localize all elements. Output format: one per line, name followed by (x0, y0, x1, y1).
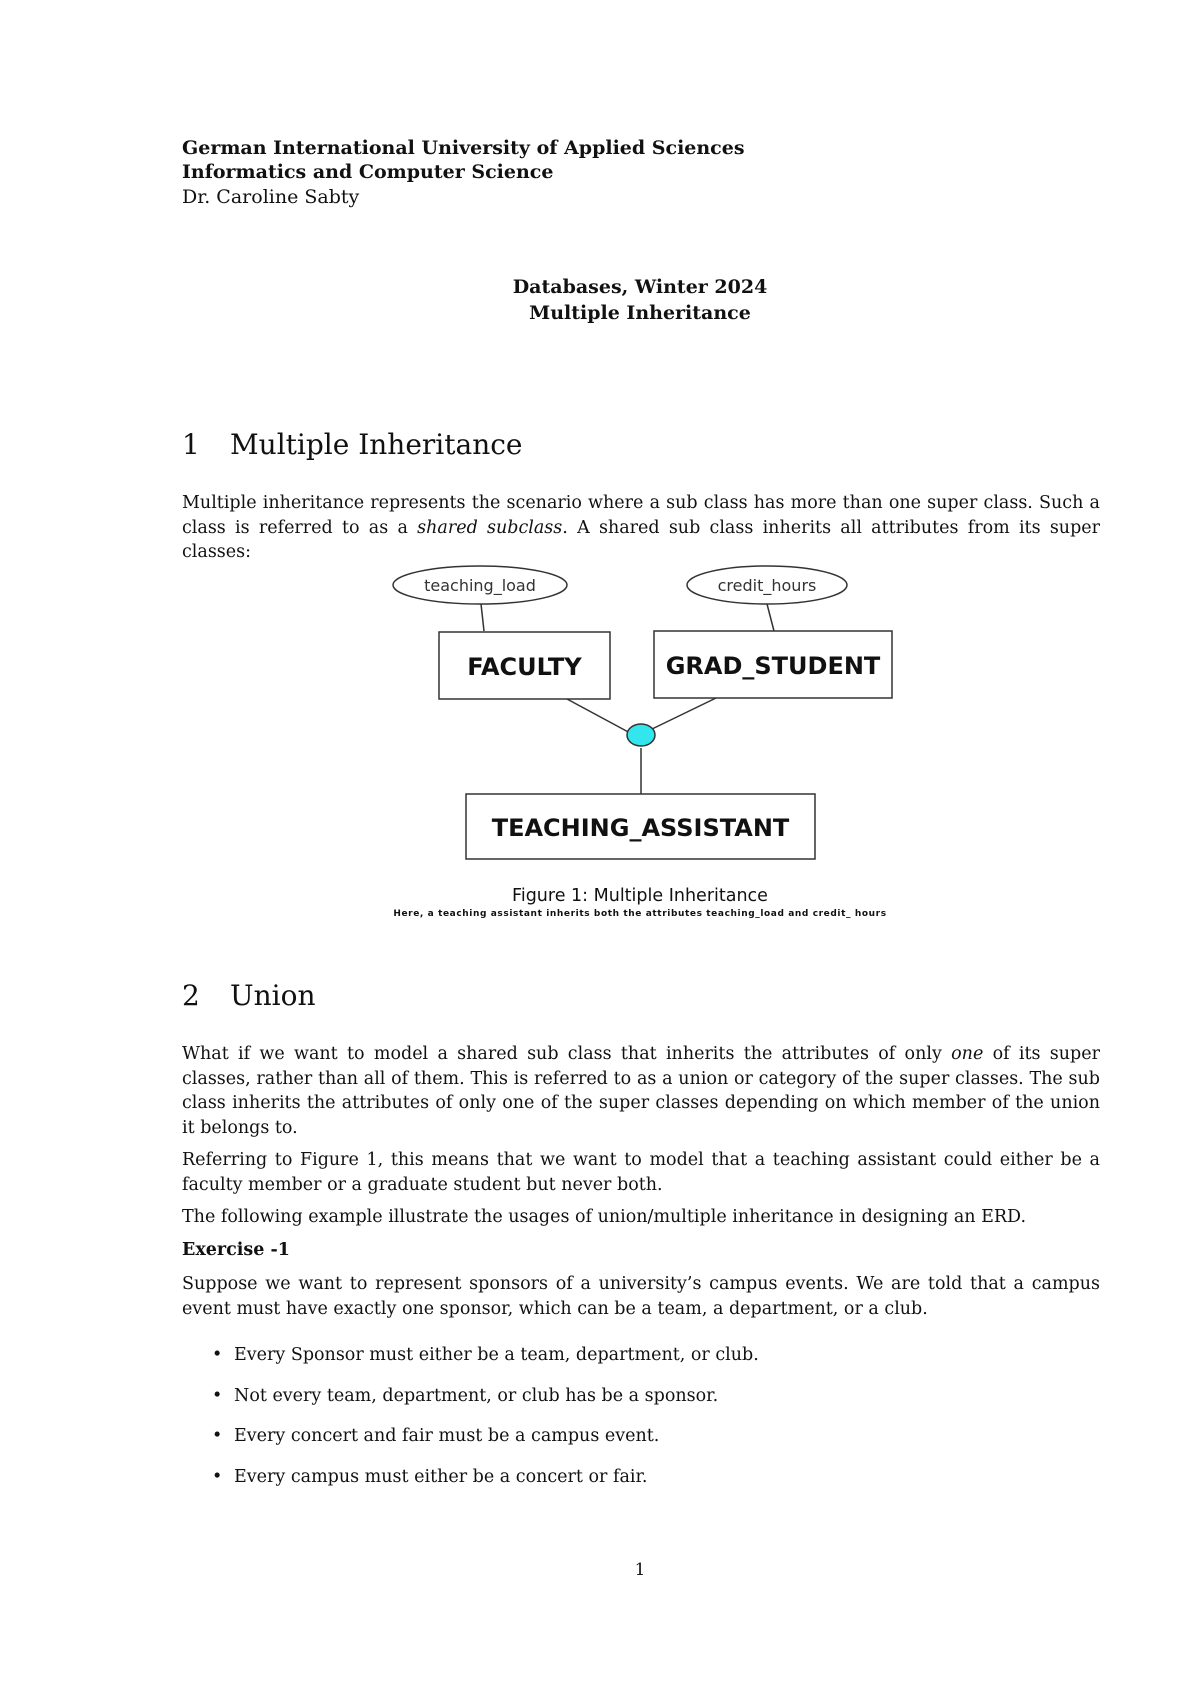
inheritance-circle (627, 724, 655, 746)
list-item: • Every concert and fair must be a campus event. (212, 1426, 660, 1446)
list-item-text: Every concert and fair must be a campus event. (234, 1426, 660, 1446)
section-1-text-a: Multiple inheritance represents the scenario where a sub class has more than one super class. Such a class is referred to as a (182, 493, 1100, 538)
list-item-text: Every campus must either be a concert or fair. (234, 1467, 648, 1487)
exercise-paragraph: Suppose we want to represent sponsors of a university’s campus events. We are told that a campus event must have exactly one sponsor, which can be a team, a department, or a club. (182, 1274, 1100, 1319)
section-2-text-a: What if we want to model a shared sub class that inherits the attributes of only (182, 1044, 952, 1064)
entity-grad-student-label: GRAD_STUDENT (665, 652, 881, 680)
section-2-heading (182, 979, 315, 1012)
list-item: • Not every team, department, or club has be a sponsor. (212, 1386, 719, 1406)
faculty-union-link (567, 699, 632, 734)
faculty-name: Informatics and Computer Science (182, 161, 554, 183)
topic-title: Multiple Inheritance (529, 302, 751, 324)
shared-subclass-term: shared subclass (417, 517, 563, 538)
section-2-paragraph-3: The following example illustrate the usages of union/multiple inheritance in designing an ERD. (182, 1207, 1027, 1227)
list-item-text: Every Sponsor must either be a team, department, or club. (234, 1345, 759, 1365)
section-2-paragraph-1 (182, 1042, 1100, 1140)
one-emphasis: one (951, 1044, 984, 1064)
section-1-text-b: . A shared sub class inherits all attributes from its super classes: (182, 517, 1101, 562)
grad-union-link (650, 698, 716, 730)
figure-subcaption: Here, a teaching assistant inherits both the attributes teaching_load and credit_ hours (393, 909, 887, 919)
list-item: • Every campus must either be a concert or fair. (212, 1467, 648, 1487)
attribute-teaching-load-label: teaching_load (424, 576, 536, 595)
list-item-text: Not every team, department, or club has be a sponsor. (234, 1386, 719, 1406)
instructor-name: Dr. Caroline Sabty (182, 186, 360, 208)
section-1-title: Multiple Inheritance (230, 428, 523, 461)
section-2-text-b: of its super classes, rather than all of them. This is referred to as a union or category of the super classes. The sub class inherits the attributes of only one of the super classes depending on which member of the union it belongs to. (182, 1044, 1100, 1138)
entity-faculty-label: FACULTY (467, 653, 582, 681)
attr-left-link (481, 604, 484, 631)
section-2-title: Union (230, 979, 316, 1012)
list-item: • Every Sponsor must either be a team, department, or club. (212, 1345, 759, 1365)
section-1-number: 1 (182, 428, 200, 461)
entity-teaching-assistant-label: TEACHING_ASSISTANT (491, 814, 790, 842)
figure-caption: Figure 1: Multiple Inheritance (512, 886, 768, 906)
section-2-number: 2 (182, 979, 200, 1012)
section-2-paragraph-2: Referring to Figure 1, this means that we want to model that a teaching assistant could either be a faculty member or a graduate student but never both. (182, 1150, 1100, 1195)
page-number: 1 (634, 1560, 646, 1580)
attr-right-link (767, 604, 774, 631)
attribute-credit-hours-label: credit_hours (717, 576, 817, 595)
university-name: German International University of Applied Sciences (182, 137, 745, 159)
course-title: Databases, Winter 2024 (512, 276, 768, 298)
exercise-title: Exercise -1 (182, 1240, 290, 1260)
